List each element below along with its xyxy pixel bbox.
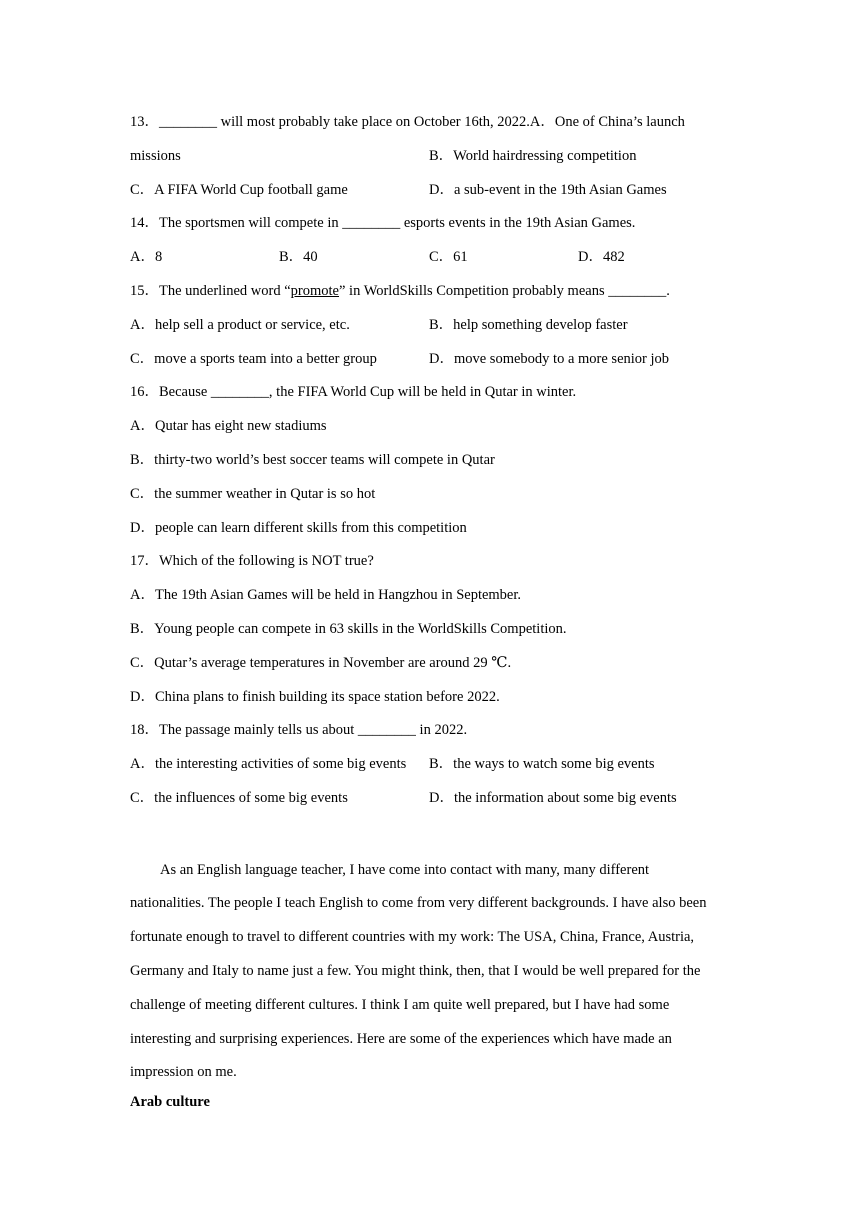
option-d: D．move somebody to a more senior job (429, 350, 670, 367)
option-c: C．A FIFA World Cup football game (130, 181, 348, 198)
question-18-options-row-1 (130, 752, 730, 786)
option-d: D．a sub-event in the 19th Asian Games (429, 181, 667, 198)
option-a: A．help sell a product or service, etc. (130, 316, 350, 333)
option-d: D．China plans to finish building its space station before 2022. (130, 688, 500, 705)
question-14-stem (130, 211, 730, 245)
question-16-stem (130, 380, 730, 414)
option-b: B．help something develop faster (429, 316, 628, 333)
underlined-word: promote (290, 282, 339, 299)
option-a: A．Qutar has eight new stadiums (130, 418, 327, 435)
question-15-stem (130, 279, 730, 313)
question-15-options-row-1 (130, 313, 730, 347)
option-b: B．World hairdressing competition (429, 147, 637, 164)
option-c: C．move a sports team into a better group (130, 350, 377, 367)
question-18-text: 18．The passage mainly tells us about ________ in 2022. (130, 722, 468, 739)
option-a: A．the interesting activities of some big events (130, 756, 407, 773)
option-c: C．Qutar’s average temperatures in November are around 29 ℃. (130, 654, 512, 671)
option-b: B．the ways to watch some big events (429, 756, 655, 773)
option-b: B．40 (279, 249, 318, 266)
question-13-options-row-2 (130, 178, 730, 212)
question-17-stem (130, 549, 730, 583)
option-c: C．the influences of some big events (130, 789, 348, 806)
option-a-continuation: missions (130, 147, 181, 164)
option-a: A．The 19th Asian Games will be held in Hangzhou in September. (130, 587, 522, 604)
passage-paragraph: As an English language teacher, I have come into contact with many, many different nationalities. The people I teach English to come from very different backgrounds. I have also been fortunate enough to travel to different countries with my work: The USA, China, France, Austria, Germany and Italy to name just a few. You might think, then, that I would be well prepared for the challenge of meeting different cultures. I think I am quite well prepared, but I have had some interesting and surprising experiences. Here are some of the experiences which have made an impression on me. (130, 861, 707, 1081)
question-17-option-c (130, 651, 730, 685)
question-13-stem (130, 110, 730, 144)
question-15-text-post: ” in WorldSkills Competition probably means ________. (339, 282, 670, 299)
question-16-option-a (130, 414, 730, 448)
option-b: B．Young people can compete in 63 skills in the WorldSkills Competition. (130, 620, 567, 637)
option-d: D．482 (578, 249, 625, 266)
option-b: B．thirty-two world’s best soccer teams will compete in Qutar (130, 451, 495, 468)
question-15-text-pre: 15．The underlined word “ (130, 282, 291, 299)
option-a: A．8 (130, 249, 163, 266)
question-13-text: 13．________ will most probably take place on October 16th, 2022.A．One of China’s launch (130, 114, 685, 130)
option-c: C．61 (429, 249, 468, 266)
section-spacer (130, 820, 730, 854)
question-16-option-d (130, 516, 730, 550)
section-heading: Arab culture (130, 1094, 210, 1111)
option-d: D．the information about some big events (429, 789, 677, 806)
option-d: D．people can learn different skills from this competition (130, 519, 467, 536)
option-c: C．the summer weather in Qutar is so hot (130, 485, 376, 502)
question-15-options-row-2 (130, 347, 730, 381)
question-17-text: 17．Which of the following is NOT true? (130, 553, 374, 570)
question-13-options-row-1 (130, 144, 730, 178)
question-16-option-c (130, 482, 730, 516)
question-16-text: 16．Because ________, the FIFA World Cup will be held in Qutar in winter. (130, 384, 577, 401)
question-14-text: 14．The sportsmen will compete in ________ esports events in the 19th Asian Games. (130, 215, 636, 232)
question-18-stem (130, 718, 730, 752)
question-17-option-d (130, 685, 730, 719)
question-16-option-b (130, 448, 730, 482)
question-17-option-a (130, 583, 730, 617)
question-14-options (130, 245, 730, 279)
document-page (130, 110, 730, 1124)
question-18-options-row-2 (130, 786, 730, 820)
question-17-option-b (130, 617, 730, 651)
